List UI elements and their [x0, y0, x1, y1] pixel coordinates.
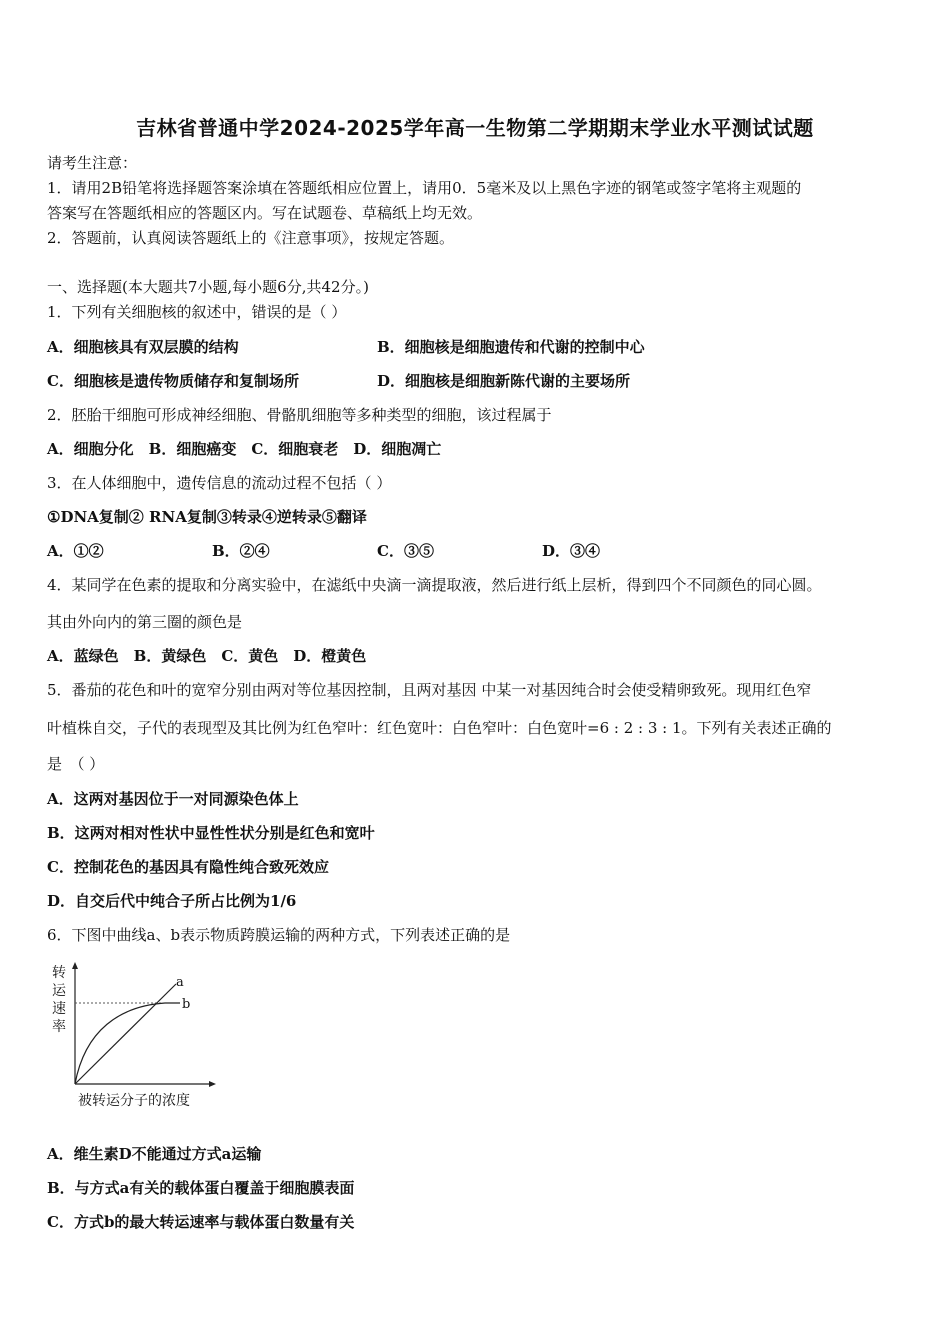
- q1-option-a: A．细胞核具有双层膜的结构: [47, 338, 239, 356]
- notice-heading: 请考生注意：: [47, 154, 138, 172]
- curve-b: [75, 1003, 180, 1084]
- q5-option-b: B．这两对相对性状中显性性状分别是红色和宽叶: [47, 824, 375, 842]
- q4-stem-line-1: 4．某同学在色素的提取和分离实验中，在滤纸中央滴一滴提取液，然后进行纸上层析，得到四个不同颜色的同心圆。: [47, 576, 822, 594]
- q6-option-b: B．与方式a有关的载体蛋白覆盖于细胞膜表面: [47, 1179, 355, 1197]
- notice-item-1-line-2: 答案写在答题纸相应的答题区内。写在试题卷、草稿纸上均无效。: [47, 204, 483, 222]
- y-axis-label-3: 速: [52, 1001, 66, 1017]
- q4-options: A．蓝绿色 B．黄绿色 C．黄色 D．橙黄色: [47, 647, 367, 665]
- y-axis-label-1: 转: [52, 965, 66, 981]
- q1-option-d: D．细胞核是细胞新陈代谢的主要场所: [377, 372, 631, 390]
- q4-stem-line-2: 其由外向内的第三圈的颜色是: [47, 613, 243, 631]
- x-axis-label: 被转运分子的浓度: [78, 1093, 190, 1109]
- curve-a-label: a: [176, 975, 184, 990]
- curve-b-label: b: [182, 997, 191, 1012]
- y-axis-label-4: 率: [52, 1019, 66, 1035]
- q3-items: ①DNA复制② RNA复制③转录④逆转录⑤翻译: [47, 508, 367, 526]
- q1-option-b: B．细胞核是细胞遗传和代谢的控制中心: [377, 338, 645, 356]
- q1-stem: 1．下列有关细胞核的叙述中，错误的是（ ）: [47, 303, 347, 321]
- q5-stem-line-2: 叶植株自交，子代的表现型及其比例为红色窄叶：红色宽叶：白色窄叶：白色宽叶=6 : 2 : 3 : 1。下列有关表述正确的: [47, 719, 832, 737]
- q2-options: A．细胞分化 B．细胞癌变 C．细胞衰老 D．细胞凋亡: [47, 440, 442, 458]
- q1-option-c: C．细胞核是遗传物质储存和复制场所: [47, 372, 299, 390]
- y-axis-label-2: 运: [52, 983, 66, 999]
- notice-item-1-line-1: 1．请用2B铅笔将选择题答案涂填在答题纸相应位置上，请用0．5毫米及以上黑色字迹的钢笔或签字笔将主观题的: [47, 179, 802, 197]
- q3-option-c: C．③⑤: [377, 542, 434, 560]
- q3-stem: 3．在人体细胞中，遗传信息的流动过程不包括（ ）: [47, 474, 392, 492]
- q5-stem-line-3: 是 （ ）: [47, 755, 105, 773]
- q6-option-a: A．维生素D不能通过方式a运输: [47, 1145, 262, 1163]
- notice-item-2: 2．答题前，认真阅读答题纸上的《注意事项》，按规定答题。: [47, 229, 455, 247]
- y-axis-arrow-icon: [72, 962, 78, 969]
- transport-rate-graph: [40, 958, 240, 1118]
- page-title: 吉林省普通中学2024-2025学年高一生物第二学期期末学业水平测试试题: [136, 116, 814, 140]
- q2-stem: 2．胚胎干细胞可形成神经细胞、骨骼肌细胞等多种类型的细胞，该过程属于: [47, 406, 552, 424]
- q3-option-a: A．①②: [47, 542, 104, 560]
- q5-option-c: C．控制花色的基因具有隐性纯合致死效应: [47, 858, 329, 876]
- section-heading: 一、选择题(本大题共7小题,每小题6分,共42分。): [47, 278, 369, 296]
- q6-option-c: C．方式b的最大转运速率与载体蛋白数量有关: [47, 1213, 355, 1231]
- q3-option-b: B．②④: [212, 542, 270, 560]
- q6-stem: 6．下图中曲线a、b表示物质跨膜运输的两种方式，下列表述正确的是: [47, 926, 511, 944]
- q5-option-a: A．这两对基因位于一对同源染色体上: [47, 790, 299, 808]
- q5-stem-line-1: 5．番茄的花色和叶的宽窄分别由两对等位基因控制，且两对基因 中某一对基因纯合时会使受精卵致死。现用红色窄: [47, 681, 812, 699]
- q3-option-d: D．③④: [542, 542, 601, 560]
- q5-option-d: D．自交后代中纯合子所占比例为1/6: [47, 892, 297, 910]
- x-axis-arrow-icon: [209, 1081, 216, 1087]
- curve-a: [75, 984, 176, 1084]
